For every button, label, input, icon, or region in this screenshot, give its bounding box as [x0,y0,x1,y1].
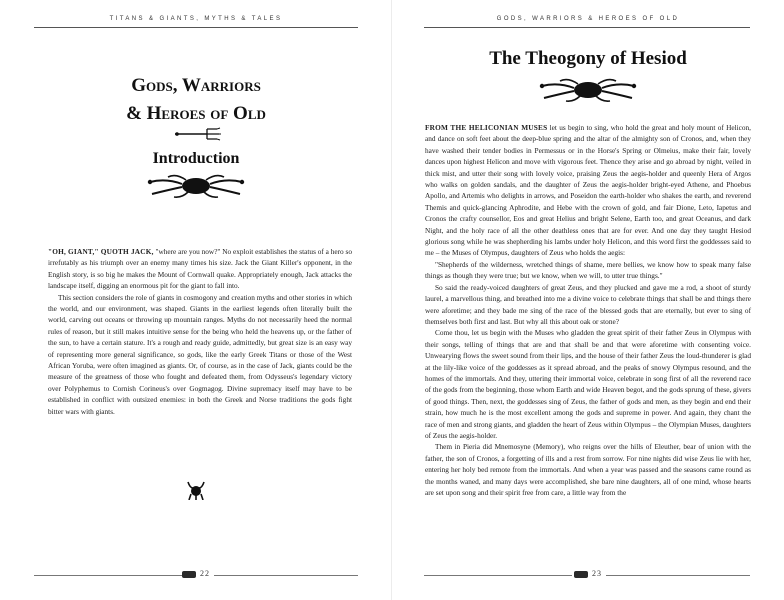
leaf-folio-icon [182,571,196,578]
intro-paragraph-1 [48,246,352,292]
intro-lead-in: "OH, GIANT," QUOTH JACK, [48,247,154,256]
header-rule-left [34,27,358,28]
theogony-paragraph-3: So said the ready-voiced daughters of great Zeus, and they plucked and gave me a rod, a shoot of sturdy laurel, a marvellous thing, and breathed into me a divine voice to celebrate things that shall be and things there were aforetime; and they bade me sing of the race of the blessed gods that are eternally, but ever to sing of themselves both first and last. But why all this about oak or stone? [425,282,751,326]
introduction-body [48,246,352,417]
right-page [392,0,784,600]
folio-left [0,569,392,578]
trident-ornament-icon [175,127,221,141]
chapter-title: The Theogony of Hesiod [489,48,687,69]
theogony-paragraph-1-text: let us begin to sing, who hold the great and holy mount of Helicon, and dance on soft feet about the deep-blue spring and the altar of the almighty son of Cronos, and, when they have washed their tender bodies in Permessus or in the Horse's Spring or Olmeius, make their fair, lovely dances upon highest Helicon and move with vigorous feet. Thence they arise and go abroad by night, veiled in thick mist, and utter their song with lovely voice, praising Zeus the aegis-holder and queenly Hera of Argos who walks on golden sandals, and the daughter of Zeus the aegis-holder bright-eyed Athene, and Phoebus Apollo, and Artemis who delights in arrows, and Poseidon the earth-holder who shakes the earth, and reverend Themis and quick-glancing Aphrodite, and Hebe with the crown of gold, and fair Dione, Leto, Iapetus and Cronos the crafty counsellor, Eos and great Helius and bright Selene, Earth too, and great Oceanus, and dark Night, and the holy race of all the other deathless ones that are for ever. And one day they taught Hesiod glorious song while he was shepherding his lambs under holy Helicon, and this word first the goddesses said to me – the Muses of Olympus, daughters of Zeus who holds the aegis: [425,123,752,258]
running-head-left: TITANS & GIANTS, MYTHS & TALES [109,16,283,22]
theogony-paragraph-5: Them in Pieria did Mnemosyne (Memory), who reigns over the hills of Eleuther, bear of union with the father, the son of Cronos, a forgetting of ills and a rest from sorrow. For nine nights did wise Zeus lie with her, entering her holy bed remote from the immortals. And when a year was passed and the seasons came round as the months waned, and many days were accomplished, she bare nine daughters, all of one mind, whose hearts are set upon song and their spirit free from care, a little way from the [425,442,751,497]
book-title-line-1: Gods, Warriors [131,75,261,96]
leaf-folio-icon [574,571,588,578]
theogony-paragraph-1 [425,122,751,259]
intro-paragraph-2: This section considers the role of giants in cosmogony and creation myths and other stories in which the world, and our environment, was shaped. Giants in the earliest legends often literally built the world, carving out oceans or throwing up mountain ranges. Myths do not necessarily heed the normal rules of reason, but it still makes intuitive sense for the being who held the heavens up, or the father of the sun, to have a certain stature. It's a rough and ready guide, admittedly, but great size is an easy way of representing more general significance, so gods, like the early Greek Titans or those of the West African Yoruba, were often imagined as giants. Or, of course, as in the case of Jack, giants could be the measure of the greatness of those who fought and defeated them, from Odysseus's legendary victory over Polyphemus to Cornish Corineus's over Gogmagog. Divine supremacy itself may have to be established in conflict with outsized enemies: in both the Greek and Norse traditions the gods fight bitter wars with giants. [48,292,352,416]
book-title [0,72,392,128]
header-rule-right [424,27,750,28]
book-title-line-2: & Heroes of Old [126,103,266,124]
theogony-lead-in: FROM THE HELICONIAN MUSES [425,123,548,132]
theogony-paragraph-4: Come thou, let us begin with the Muses who gladden the great spirit of their father Zeus in Olympus with their songs, telling of things that are and that shall be and that were aforetime with consenting voice. Unwearying flows the sweet sound from their lips, and the house of their father Zeus the loud-thunderer is glad at the lily-like voice of the goddesses as it spread abroad, and the peaks of snowy Olympus resound, and the homes of the immortals. And they, uttering their immortal voice, celebrate in song first of all the reverend race of the gods from the beginning, those whom Earth and wide Heaven begot, and the gods sprung of these, givers of good things. Then, next, the goddesses sing of Zeus, the father of gods and men, as they begin and end their strain, how much he is the most excellent among the gods and supreme in power. And again, they chant the race of men and strong giants, and gladden the heart of Zeus within Olympus – the Olympian Muses, daughters of Zeus the aegis-holder. [425,328,751,440]
theogony-paragraph-2: "Shepherds of the wilderness, wretched things of shame, mere bellies, we know how to speak many false things as though they were true; but we know, when we will, to utter true things." [425,259,751,281]
introduction-title: Introduction [152,150,240,167]
crab-ornament-icon [146,174,246,198]
folio-right [392,569,784,578]
devil-ornament-icon [184,480,208,500]
page-number-left: 22 [200,569,210,578]
crab-ornament-icon [538,78,638,102]
theogony-body [425,122,751,498]
page-number-right: 23 [592,569,602,578]
intro-paragraph-1-text: "where are you now?" No exploit establishes the status of a hero so irrefutably as his triumph over an enemy many times his size. Jack the Giant Killer's opponent, in the English story, is so big he makes the Mount of Cornwall quake. Appropriately enough, Jack attacks the landscape itself, digging an enormous pit for the giant to fall into. [48,247,353,291]
running-head-right: GODS, WARRIORS & HEROES OF OLD [496,16,680,22]
